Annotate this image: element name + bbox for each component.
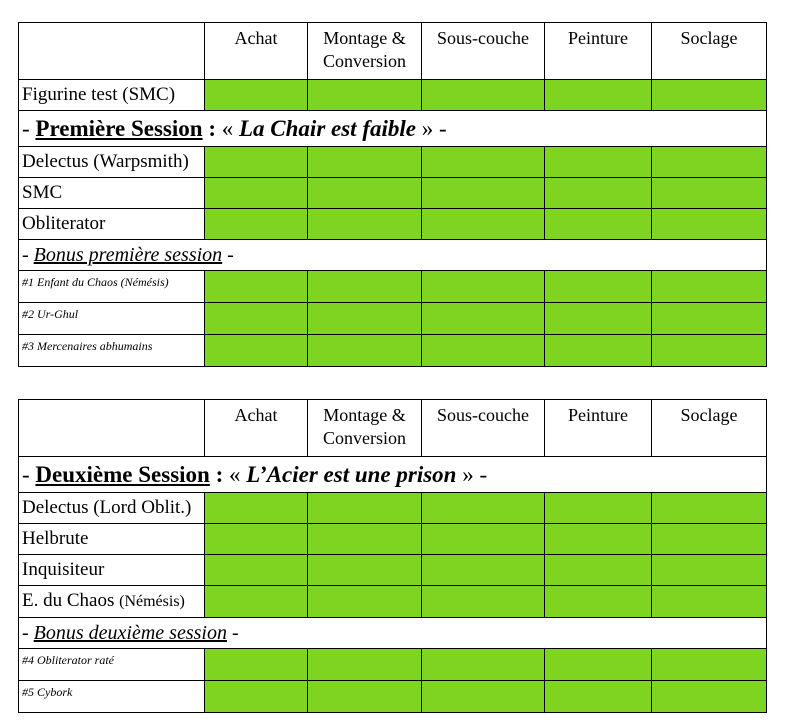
session-heading xyxy=(19,457,767,493)
cell-achat-done xyxy=(205,335,308,367)
table-row xyxy=(19,493,767,524)
cell-soclage-done xyxy=(652,209,767,240)
header-sous-couche: Sous-couche xyxy=(422,23,545,80)
cell-peinture-done xyxy=(545,649,652,681)
header-sous-couche: Sous-couche xyxy=(422,400,545,457)
row-label: Delectus (Lord Oblit.) xyxy=(19,493,205,524)
cell-soclage-done xyxy=(652,303,767,335)
cell-montage-done xyxy=(308,335,422,367)
cell-soclage-done xyxy=(652,681,767,713)
cell-sous-couche-done xyxy=(422,147,545,178)
cell-soclage-done xyxy=(652,147,767,178)
cell-soclage-done xyxy=(652,178,767,209)
cell-soclage-done xyxy=(652,555,767,586)
header-empty-cell xyxy=(19,400,205,457)
cell-sous-couche-done xyxy=(422,209,545,240)
cell-peinture-done xyxy=(545,209,652,240)
cell-soclage-done xyxy=(652,80,767,111)
cell-peinture-done xyxy=(545,555,652,586)
header-peinture: Peinture xyxy=(545,23,652,80)
cell-montage-done xyxy=(308,178,422,209)
table-row-bonus xyxy=(19,649,767,681)
row-label: #3 Mercenaires abhumains xyxy=(19,335,205,367)
cell-peinture-done xyxy=(545,335,652,367)
table-row xyxy=(19,147,767,178)
quote-open: « xyxy=(221,116,239,141)
session-heading-row xyxy=(19,111,767,147)
dash: - xyxy=(22,116,36,141)
table-row-bonus xyxy=(19,271,767,303)
session-title: L’Acier est une prison xyxy=(246,462,457,487)
cell-soclage-done xyxy=(652,524,767,555)
cell-sous-couche-done xyxy=(422,80,545,111)
cell-achat-done xyxy=(205,649,308,681)
dash: - xyxy=(22,244,34,266)
row-label-main: E. du Chaos xyxy=(22,590,120,611)
cell-sous-couche-done xyxy=(422,271,545,303)
cell-achat-done xyxy=(205,555,308,586)
cell-achat-done xyxy=(205,147,308,178)
table-row-test-figure xyxy=(19,80,767,111)
session-heading xyxy=(19,111,767,147)
cell-montage-done xyxy=(308,80,422,111)
bonus-heading xyxy=(19,240,767,271)
header-achat: Achat xyxy=(205,400,308,457)
row-label: #5 Cybork xyxy=(19,681,205,713)
table-row xyxy=(19,209,767,240)
row-label: Obliterator xyxy=(19,209,205,240)
cell-peinture-done xyxy=(545,147,652,178)
header-row xyxy=(19,23,767,80)
cell-sous-couche-done xyxy=(422,555,545,586)
cell-montage-done xyxy=(308,649,422,681)
table-row xyxy=(19,555,767,586)
cell-soclage-done xyxy=(652,271,767,303)
row-label: Figurine test (SMC) xyxy=(19,80,205,111)
header-montage-conversion: Montage & Conversion xyxy=(308,400,422,457)
table-row xyxy=(19,524,767,555)
bonus-heading xyxy=(19,618,767,649)
dash: - xyxy=(473,462,488,487)
cell-peinture-done xyxy=(545,493,652,524)
table-row xyxy=(19,586,767,618)
table-row xyxy=(19,178,767,209)
header-row xyxy=(19,400,767,457)
header-montage-conversion: Montage & Conversion xyxy=(308,23,422,80)
progress-table-second-session xyxy=(18,399,767,713)
cell-achat-done xyxy=(205,681,308,713)
cell-achat-done xyxy=(205,178,308,209)
cell-peinture-done xyxy=(545,586,652,618)
cell-achat-done xyxy=(205,209,308,240)
cell-sous-couche-done xyxy=(422,493,545,524)
row-label: Delectus (Warpsmith) xyxy=(19,147,205,178)
cell-montage-done xyxy=(308,524,422,555)
dash: - xyxy=(222,244,234,266)
cell-peinture-done xyxy=(545,178,652,209)
cell-achat-done xyxy=(205,524,308,555)
table-row-bonus xyxy=(19,303,767,335)
session-title: La Chair est faible xyxy=(239,116,416,141)
row-label: #1 Enfant du Chaos (Némésis) xyxy=(19,271,205,303)
session-label: Deuxième Session xyxy=(35,462,210,487)
cell-montage-done xyxy=(308,147,422,178)
colon: : xyxy=(202,116,222,141)
cell-achat-done xyxy=(205,271,308,303)
row-label: Helbrute xyxy=(19,524,205,555)
cell-sous-couche-done xyxy=(422,681,545,713)
cell-montage-done xyxy=(308,586,422,618)
dash: - xyxy=(433,116,447,141)
header-achat: Achat xyxy=(205,23,308,80)
row-label: Inquisiteur xyxy=(19,555,205,586)
header-empty-cell xyxy=(19,23,205,80)
cell-montage-done xyxy=(308,555,422,586)
cell-sous-couche-done xyxy=(422,586,545,618)
cell-peinture-done xyxy=(545,271,652,303)
cell-sous-couche-done xyxy=(422,335,545,367)
quote-close: » xyxy=(456,462,474,487)
progress-table-first-session xyxy=(18,22,767,367)
session-label: Première Session xyxy=(35,116,203,141)
cell-soclage-done xyxy=(652,586,767,618)
quote-close: » xyxy=(415,116,434,141)
cell-sous-couche-done xyxy=(422,524,545,555)
quote-open: « xyxy=(229,462,247,487)
cell-peinture-done xyxy=(545,681,652,713)
table-row-bonus xyxy=(19,335,767,367)
cell-peinture-done xyxy=(545,524,652,555)
bonus-heading-row xyxy=(19,240,767,271)
colon: : xyxy=(209,462,230,487)
cell-soclage-done xyxy=(652,649,767,681)
row-label: #4 Obliterator raté xyxy=(19,649,205,681)
header-peinture: Peinture xyxy=(545,400,652,457)
cell-peinture-done xyxy=(545,303,652,335)
table-row-bonus xyxy=(19,681,767,713)
bonus-label: Bonus deuxième session xyxy=(33,622,227,644)
cell-montage-done xyxy=(308,209,422,240)
cell-achat-done xyxy=(205,303,308,335)
cell-montage-done xyxy=(308,681,422,713)
cell-sous-couche-done xyxy=(422,649,545,681)
session-heading-row xyxy=(19,457,767,493)
cell-soclage-done xyxy=(652,493,767,524)
cell-sous-couche-done xyxy=(422,178,545,209)
row-label: #2 Ur-Ghul xyxy=(19,303,205,335)
bonus-label: Bonus première session xyxy=(33,244,223,266)
cell-montage-done xyxy=(308,303,422,335)
cell-achat-done xyxy=(205,586,308,618)
cell-achat-done xyxy=(205,493,308,524)
cell-achat-done xyxy=(205,80,308,111)
header-soclage: Soclage xyxy=(652,23,767,80)
row-label-small: (Némésis) xyxy=(119,593,185,610)
dash: - xyxy=(226,622,239,644)
header-soclage: Soclage xyxy=(652,400,767,457)
dash: - xyxy=(22,462,36,487)
row-label: SMC xyxy=(19,178,205,209)
cell-montage-done xyxy=(308,493,422,524)
cell-soclage-done xyxy=(652,335,767,367)
cell-peinture-done xyxy=(545,80,652,111)
row-label xyxy=(19,586,205,618)
cell-sous-couche-done xyxy=(422,303,545,335)
dash: - xyxy=(22,622,34,644)
cell-montage-done xyxy=(308,271,422,303)
bonus-heading-row xyxy=(19,618,767,649)
